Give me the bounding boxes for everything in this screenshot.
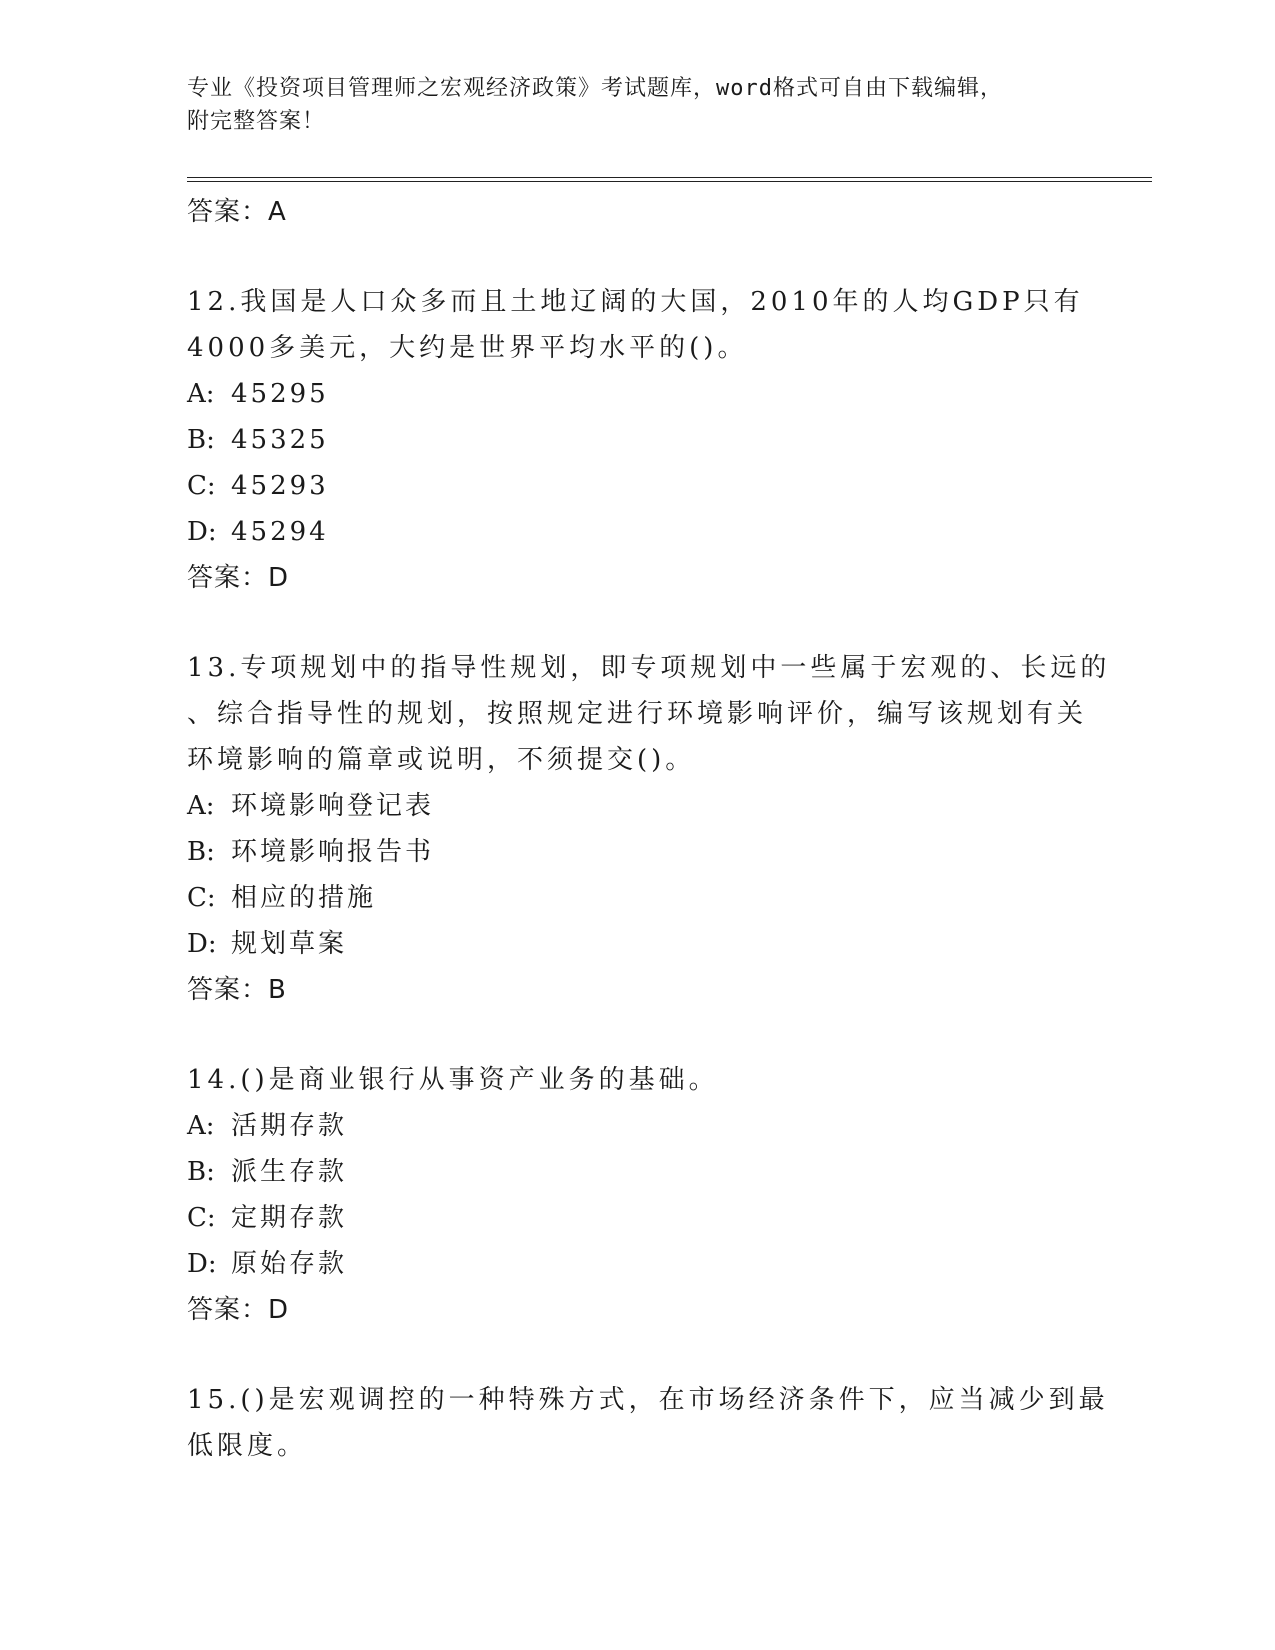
answer-value: D bbox=[268, 563, 290, 593]
question-text-line: 低限度。 bbox=[187, 1431, 308, 1461]
option-item bbox=[187, 875, 1087, 921]
answer-value: B bbox=[268, 975, 287, 1005]
answer-label: 答案： bbox=[187, 975, 269, 1005]
option-letter: A: bbox=[187, 1111, 215, 1141]
header-line-2: 附完整答案！ bbox=[187, 109, 326, 134]
option-text: 45325 bbox=[231, 425, 329, 455]
answer-line bbox=[187, 555, 1087, 601]
option-letter: D: bbox=[187, 1249, 217, 1279]
answer-label: 答案： bbox=[187, 563, 269, 593]
answer-value: D bbox=[268, 1295, 290, 1325]
option-letter: C: bbox=[187, 883, 216, 913]
option-letter: C: bbox=[187, 1203, 216, 1233]
option-text: 45295 bbox=[231, 379, 329, 409]
spacer bbox=[187, 1013, 1087, 1057]
option-letter: A: bbox=[187, 791, 215, 821]
option-letter: C: bbox=[187, 471, 216, 501]
answer-line bbox=[187, 189, 1087, 235]
question-text-line: 15.()是宏观调控的一种特殊方式，在市场经济条件下，应当减少到最 bbox=[187, 1385, 1109, 1415]
question-text-line: 14.()是商业银行从事资产业务的基础。 bbox=[187, 1065, 719, 1095]
spacer bbox=[187, 1333, 1087, 1377]
option-text: 环境影响报告书 bbox=[231, 837, 435, 867]
answer-label: 答案： bbox=[187, 1295, 269, 1325]
option-item bbox=[187, 371, 1087, 417]
spacer bbox=[187, 601, 1087, 645]
question-text-line: 4000多美元，大约是世界平均水平的()。 bbox=[187, 333, 748, 363]
question-list bbox=[187, 189, 1111, 1469]
option-item bbox=[187, 1149, 1087, 1195]
option-item bbox=[187, 1241, 1087, 1287]
option-text: 定期存款 bbox=[231, 1203, 348, 1233]
option-item bbox=[187, 463, 1087, 509]
option-letter: B: bbox=[187, 1157, 215, 1187]
option-item bbox=[187, 509, 1087, 555]
option-letter: B: bbox=[187, 425, 215, 455]
answer-line bbox=[187, 967, 1087, 1013]
answer-label: 答案： bbox=[187, 197, 269, 227]
option-item bbox=[187, 829, 1087, 875]
answer-line bbox=[187, 1287, 1087, 1333]
option-letter: D: bbox=[187, 929, 217, 959]
option-text: 45294 bbox=[231, 517, 329, 547]
document-header bbox=[187, 72, 1067, 138]
option-letter: A: bbox=[187, 379, 215, 409]
answer-value: A bbox=[268, 197, 287, 227]
option-letter: D: bbox=[187, 517, 217, 547]
header-divider bbox=[187, 177, 1152, 182]
option-item bbox=[187, 921, 1087, 967]
spacer bbox=[187, 235, 1087, 279]
question-text-line: 12.我国是人口众多而且土地辽阔的大国，2010年的人均GDP只有 bbox=[187, 287, 1084, 317]
question-text-line: 环境影响的篇章或说明，不须提交()。 bbox=[187, 745, 696, 775]
option-item bbox=[187, 783, 1087, 829]
option-text: 活期存款 bbox=[231, 1111, 348, 1141]
option-item bbox=[187, 1195, 1087, 1241]
option-text: 派生存款 bbox=[231, 1157, 348, 1187]
option-text: 规划草案 bbox=[231, 929, 348, 959]
question-text-line: 13.专项规划中的指导性规划，即专项规划中一些属于宏观的、长远的 bbox=[187, 653, 1111, 683]
question-text-line: 、综合指导性的规划，按照规定进行环境影响评价，编写该规划有关 bbox=[187, 699, 1088, 729]
option-text: 45293 bbox=[231, 471, 329, 501]
option-text: 相应的措施 bbox=[231, 883, 377, 913]
option-item bbox=[187, 417, 1087, 463]
option-item bbox=[187, 1103, 1087, 1149]
option-text: 原始存款 bbox=[231, 1249, 348, 1279]
option-letter: B: bbox=[187, 837, 215, 867]
option-text: 环境影响登记表 bbox=[231, 791, 435, 821]
header-line-1: 专业《投资项目管理师之宏观经济政策》考试题库，word格式可自由下载编辑， bbox=[187, 76, 1003, 101]
